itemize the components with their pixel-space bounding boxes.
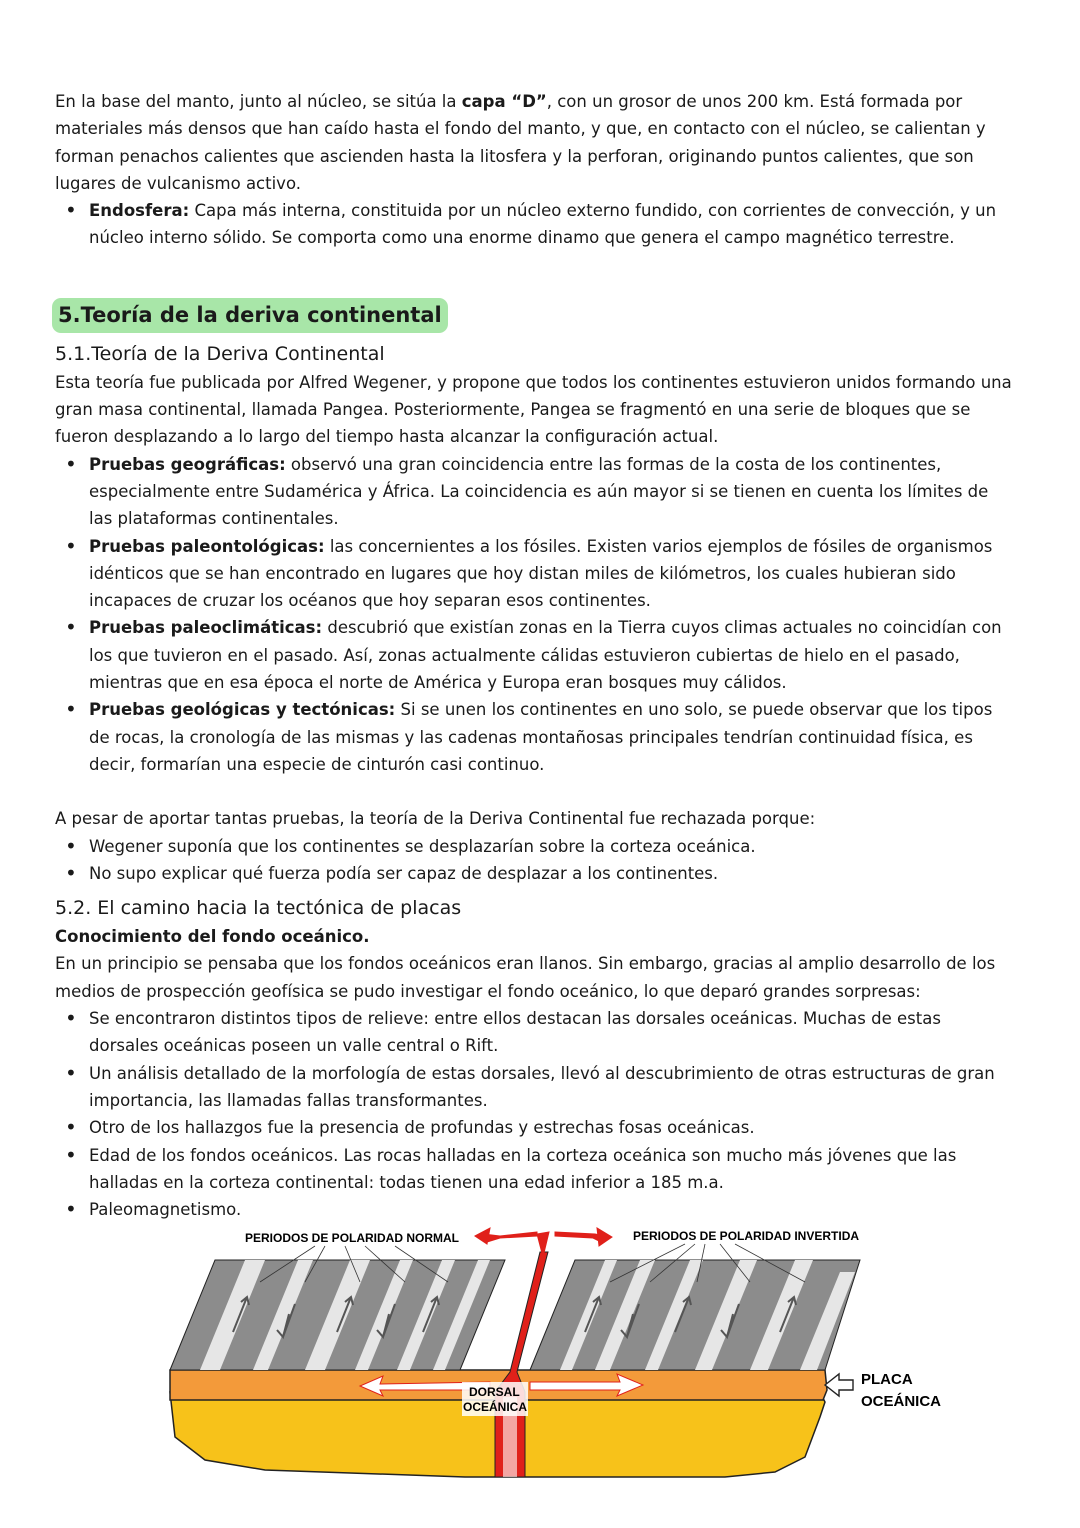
endosfera-list [55,197,1015,252]
list-item: • Pruebas paleoclimáticas: descubrió que existían zonas en la Tierra cuyos climas actuales no coincidían con los que tuvieron en el pasado. Así, zonas actualmente cálidas estuvieron cubiertas de hielo en el pasado, mientras que en esa época el norte de América y Europa eran bosques muy cálidos. [55,614,1015,696]
list-item: • Pruebas geológicas y tectónicas: Si se unen los continentes en uno solo, se puede observar que los tipos de rocas, la cronología de las mismas y las cadenas montañosas principales tendrían continuidad física, es decir, formarían una especie de cinturón casi continuo. [55,696,1015,778]
label-dorsal: DORSAL [469,1385,520,1399]
rechazo-list [55,833,1015,888]
intro-paragraph: En la base del manto, junto al núcleo, se sitúa la capa “D”, con un grosor de unos 200 km. Está formada por materiales más densos que han caído hasta el fondo del manto, y que, en contacto con el núcleo, se calientan y forman penachos calientes que ascienden hasta la litosfera y la perforan, originando puntos calientes, que son lugares de vulcanismo activo. [55,92,986,193]
subsection-title-5-2: 5.2. El camino hacia la tectónica de placas [55,897,462,920]
list-item: • Pruebas paleontológicas: las concernientes a los fósiles. Existen varios ejemplos de fósiles de organismos idénticos que se han encontrado en lugares que hoy distan miles de kilómetros, los cuales hubieran sido incapaces de cruzar los océanos que hoy separan esos continentes. [55,533,1015,615]
list-item: • Pruebas geográficas: observó una gran coincidencia entre las formas de la costa de los continentes, especialmente entre Sudamérica y África. La coincidencia es aún mayor si se tienen en cuenta los límites de las plataformas continentales. [55,451,1015,533]
fondo-title: Conocimiento del fondo oceánico. [55,927,370,947]
list-item: • Wegener suponía que los continentes se desplazarían sobre la corteza oceánica. [55,833,1015,860]
label-polarity-invertida: PERIODOS DE POLARIDAD INVERTIDA [633,1229,860,1243]
list-item: • No supo explicar qué fuerza podía ser capaz de desplazar a los continentes. [55,860,1015,887]
pruebas-list [55,451,1015,779]
label-placa: PLACA [861,1371,913,1388]
list-item: • Edad de los fondos oceánicos. Las rocas halladas en la corteza oceánica son mucho más jóvenes que las halladas en la corteza continental: todas tienen una edad inferior a 185 m.a. [55,1142,1015,1197]
spreading-arrows [475,1228,612,1257]
list-item: • Endosfera: Capa más interna, constituida por un núcleo externo fundido, con corrientes de convección, y un núcleo interno sólido. Se comporta como una enorme dinamo que genera el campo magnético terrestre. [55,197,1015,252]
rechazo-intro: A pesar de aportar tantas pruebas, la teoría de la Deriva Continental fue rechazada porque: [55,809,816,829]
placa-pointer-icon [825,1374,853,1396]
capa-d-term: capa “D” [461,92,547,111]
wegener-paragraph: Esta teoría fue publicada por Alfred Wegener, y propone que todos los continentes estuvieron unidos formando una gran masa continental, llamada Pangea. Posteriormente, Pangea se fragmentó en una serie de bloques que se fueron desplazando a lo largo del tiempo hasta alcanzar la configuración actual. [55,372,1012,447]
list-item: • Un análisis detallado de la morfología de estas dorsales, llevó al descubrimiento de otras estructuras de gran importancia, las llamadas fallas transformantes. [55,1060,1015,1115]
list-item: • Otro de los hallazgos fue la presencia de profundas y estrechas fosas oceánicas. [55,1114,1015,1141]
list-item: • Paleomagnetismo. [55,1196,1015,1223]
label-polarity-normal: PERIODOS DE POLARIDAD NORMAL [245,1231,460,1245]
section-heading: 5.Teoría de la deriva continental [52,298,448,333]
label-placa-oceanica: OCEÁNICA [861,1393,942,1410]
subsection-title-5-1: 5.1.Teoría de la Deriva Continental [55,342,385,365]
label-oceanica-dorsal: OCEÁNICA [463,1400,528,1414]
paleomagnetism-diagram [165,1222,955,1484]
fondo-list [55,1005,1015,1223]
page-content [55,88,1015,1223]
fondo-paragraph: En un principio se pensaba que los fondos oceánicos eran llanos. Sin embargo, gracias al amplio desarrollo de los medios de prospección geofísica se pudo investigar el fondo oceánico, lo que deparó grandes sorpresas: [55,954,996,1001]
list-item: • Se encontraron distintos tipos de relieve: entre ellos destacan las dorsales oceánicas. Muchas de estas dorsales oceánicas poseen un valle central o Rift. [55,1005,1015,1060]
